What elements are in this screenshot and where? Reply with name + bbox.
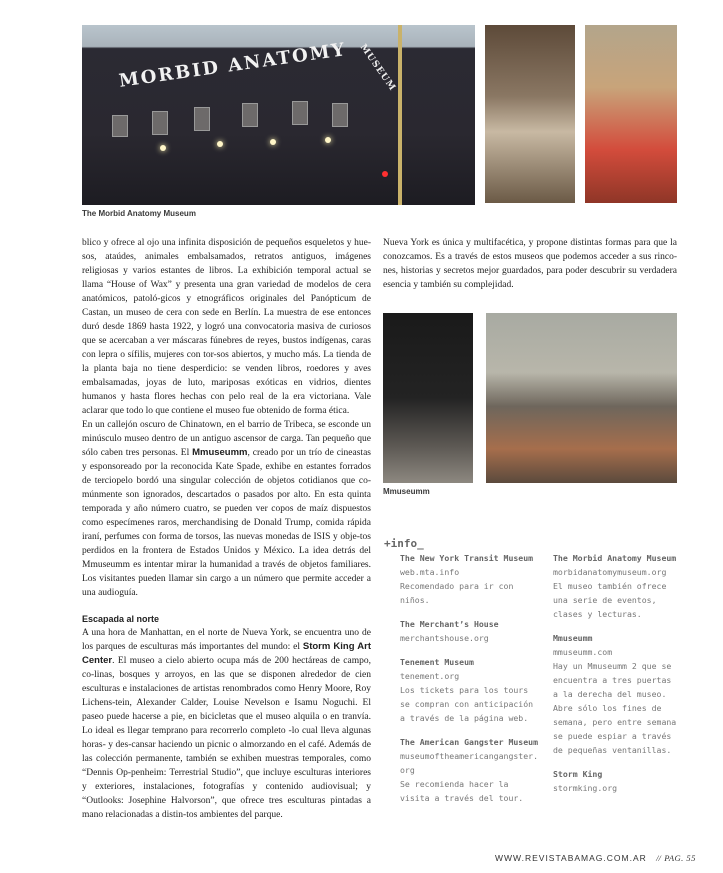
lamp (217, 141, 223, 147)
museum-interior-photo (485, 25, 575, 203)
page-footer (495, 853, 696, 863)
info-column-2 (553, 551, 677, 805)
info-entry-url: tenement.org (400, 671, 460, 681)
lamp (160, 145, 166, 151)
info-entry-name: The American Gangster Museum (400, 737, 539, 747)
info-entry-url: merchantshouse.org (400, 633, 489, 643)
info-entry-name: Mmuseumm (553, 633, 593, 643)
info-entry-url: mmuseumm.com (553, 647, 613, 657)
info-title: +info_ (384, 537, 424, 550)
info-entry-name: The Merchant’s House (400, 619, 499, 629)
paragraph: En un callejón oscuro de Chinatown, en el barrio de Tribeca, se esconde un minúsculo museo dentro de un antiguo ascensor de carga. Tan pequeño que sólo caben tres personas. El Mmuseumm, creado por un trío de cineastas y esponsoreado por la reconocida Kate Spade, exhibe en estantes forrados de terciopelo bordó una singular colección de objetos cotidianos que co-múnmente son ignorados, descartados o pasados por alto. En esta quinta temporada y año número cuatro, se pueden ver copos de maíz dispuestos como especímenes raros, merchandising de Donald Trump, comida rápida iraní, perfumes con forma de torsos, las nuevas monedas de ISIS y obje-tos perdidos en la frontera de Estados Unidos y México. La idea detrás del Mmuseumm es intentar mirar la humanidad a través de objetos familiares. Los visitantes pueden llamar sin cargo a un número que permite acceder a una audioguía. (82, 420, 371, 598)
window (194, 107, 210, 131)
info-entry (553, 631, 677, 757)
religious-painting-photo (585, 25, 677, 203)
info-column-1 (400, 551, 540, 815)
mmuseumm-exhibit-photo (486, 313, 677, 483)
info-entry (400, 655, 540, 725)
info-entry-note: El museo también ofrece una serie de eventos, clases y lecturas. (553, 581, 667, 619)
paragraph: A una hora de Manhattan, en el norte de Nueva York, se encuentra uno de los parques de esculturas más importantes del mundo: el Storm King Art Center. El museo a cielo abierto ocupa más de 200 hectáreas de campo, co-linas, bosques y arroyos, en las que se disponen alrededor de cien esculturas e instalaciones de artistas renombrados como Henry Moore, Roy Lichens-tein, Alexander Calder, Louise Nevelson e Isamu Noguchi. El paseo puede hacerse a pie, en bicicletas que el museo alquila o en tranvía. Lo ideal es llegar temprano para recorrerlo completo -lo cual lleva algunas horas- y des-cansar haciendo un picnic o almorzando en el café. Además de las colección permanente, también se exhiben muestras temporales, como “Dennis Op-penheim: Terrestrial Studio”, que incluye esculturas interiores y exteriores, instalaciones, fotografías y contenido audiovisual; y “Outlooks: Josephine Halvorson”, que ofrece tres esculturas pintadas a mano relacionadas a distin-tos ambientes del parque. (82, 628, 372, 820)
street-pole (398, 25, 402, 205)
info-entry-note: Recomendado para ir con niños. (400, 581, 514, 605)
photo-caption: Mmuseumm (383, 487, 430, 496)
building-sign-side: MUSEUM (357, 42, 398, 94)
paragraph: Nueva York es única y multifacética, y propone distintas formas para que la conozcamos. Es a través de estos museos que podemos acceder a sus rinco-nes, historias y secretos mejor guardados, para poder descubrir su verdadera esencia y también su complejidad. (383, 238, 677, 290)
footer-separator: // (656, 853, 661, 863)
paragraph: blico y ofrece al ojo una infinita disposición de pequeños esqueletos y hue-sos, ataúdes, animales embalsamados, retratos antiguos, imágenes religiosas y varios estantes de libros. La exhibición temporal actual se llama “House of Wax” y presenta una gran variedad de modelos de cera anatómicos, patoló-gicos y etnográficos originales del Panópticum de Castan, un museo de cera con sede en Berlín. La muestra de ese entonces duró desde 1869 hasta 1922, y logró una convocatoria masiva de curiosos que se acercaban a ver máscaras fúnebres de reyes, bustos indígenas, caras con lepra o sífilis, mujeres con tor-sos abiertos, y mucho más. La tienda de la planta baja no tiene desperdicio: se venden libros, roedores y aves embalsamadas, joyas de luto, mariposas exóticas en vidrios, dientes humanos y hasta flores hechas con pelo real de la era victoriana. Vale aclarar que todo lo que contiene el museo fue obtenido de forma ética. (82, 238, 371, 416)
lamp (325, 137, 331, 143)
info-entry-url: web.mta.info (400, 567, 460, 577)
info-entry-note: Hay un Mmuseumm 2 que se encuentra a tres puertas a la derecha del museo. Abre sólo los fines de semana, pero entre semana se puede espiar a través de pequeñas ventanillas. (553, 661, 677, 755)
info-entry-url: stormking.org (553, 783, 618, 793)
building-sign: MORBID ANATOMY (117, 39, 348, 92)
info-entry-url: museumoftheamericangangster.org (400, 751, 539, 775)
page-number: PAG. 55 (664, 853, 696, 863)
photo-caption: The Morbid Anatomy Museum (82, 209, 196, 218)
left-column (82, 236, 371, 822)
section-subhead: Escapada al norte (82, 614, 160, 624)
window (152, 111, 168, 135)
info-entry (553, 551, 677, 621)
traffic-light (382, 171, 388, 177)
info-entry (400, 735, 540, 805)
info-entry-url: morbidanatomymuseum.org (553, 567, 667, 577)
info-entry-name: The New York Transit Museum (400, 553, 534, 563)
mmuseumm-entrance-photo (383, 313, 473, 483)
right-column (383, 236, 677, 292)
morbid-anatomy-museum-photo (82, 25, 475, 205)
window (242, 103, 258, 127)
lamp (270, 139, 276, 145)
info-entry (553, 767, 677, 795)
window (112, 115, 128, 137)
info-entry-name: The Morbid Anatomy Museum (553, 553, 677, 563)
info-entry-name: Storm King (553, 769, 603, 779)
window (292, 101, 308, 125)
info-entry (400, 551, 540, 607)
info-entry (400, 617, 540, 645)
info-entry-note: Los tickets para los tours se compran con anticipación a través de la página web. (400, 685, 534, 723)
window (332, 103, 348, 127)
info-entry-name: Tenement Museum (400, 657, 474, 667)
footer-website[interactable]: WWW.REVISTABAMAG.COM.AR (495, 853, 647, 863)
info-entry-note: Se recomienda hacer la visita a través del tour. (400, 779, 524, 803)
